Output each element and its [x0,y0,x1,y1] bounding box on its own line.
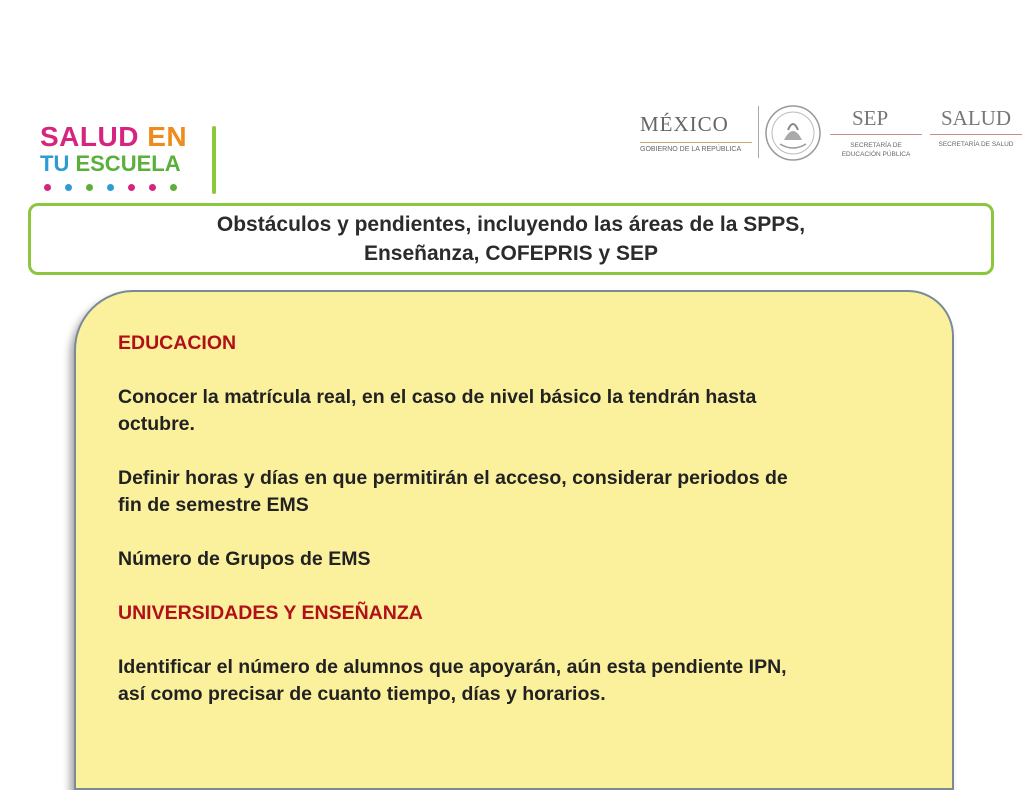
slide-title-line-2: Enseñanza, COFEPRIS y SEP [363,242,659,265]
paragraph-alumnos-line-1: Identificar el número de alumnos que apoyarán, aún esta pendiente IPN, [118,656,787,678]
logo-accent-bar [212,126,216,194]
logo-word-salud: SALUD [40,121,139,152]
logo-dot [65,184,72,191]
sep-logo [830,100,922,170]
salud-underline [930,134,1022,135]
paragraph-matricula-line-1: Conocer la matrícula real, en el caso de nivel básico la tendrán hasta [118,386,757,408]
logo-dot [128,184,135,191]
mexico-title: MÉXICO [640,112,729,136]
logo-dot [170,184,177,191]
sep-subtitle [830,141,922,159]
logo-line-1 [40,122,187,152]
content-text [118,330,918,708]
logo-word-escuela: ESCUELA [75,151,181,176]
header-divider [758,106,759,158]
sep-subtitle-line-2: EDUCACIÓN PÚBLICA [841,151,911,158]
slide-title-box [28,203,994,275]
mexico-government-logo [640,100,752,170]
sep-title: SEP [852,106,889,130]
section-heading-universidades: UNIVERSIDADES Y ENSEÑANZA [118,602,423,624]
sep-underline [830,134,922,135]
section-heading-educacion: EDUCACION [118,332,237,354]
sep-subtitle-line-1: SECRETARÍA DE [850,142,902,149]
logo-line-2 [40,152,181,176]
salud-logo [930,100,1022,170]
logo-dot [149,184,156,191]
logo-dot [107,184,114,191]
paragraph-alumnos-line-2: así como precisar de cuanto tiempo, días y horarios. [118,683,606,705]
salud-en-tu-escuela-logo [40,120,230,200]
salud-title: SALUD [940,106,1011,130]
slide-title-line-1: Obstáculos y pendientes, incluyendo las áreas de la SPPS, [216,213,806,236]
logo-word-tu: TU [40,151,70,176]
mexico-subtitle: GOBIERNO DE LA REPÚBLICA [640,142,752,153]
paragraph-matricula-line-2: octubre. [118,413,195,435]
logo-dot [44,184,51,191]
logo-word-en: EN [147,121,188,152]
logo-dots [44,184,177,191]
paragraph-horas-line-2: fin de semestre EMS [118,494,309,516]
paragraph-grupos: Número de Grupos de EMS [118,548,371,570]
logo-dot [86,184,93,191]
paragraph-horas-line-1: Definir horas y días en que permitirán el acceso, considerar periodos de [118,467,788,489]
salud-subtitle: SECRETARÍA DE SALUD [938,141,1014,148]
national-seal-icon [764,104,822,162]
